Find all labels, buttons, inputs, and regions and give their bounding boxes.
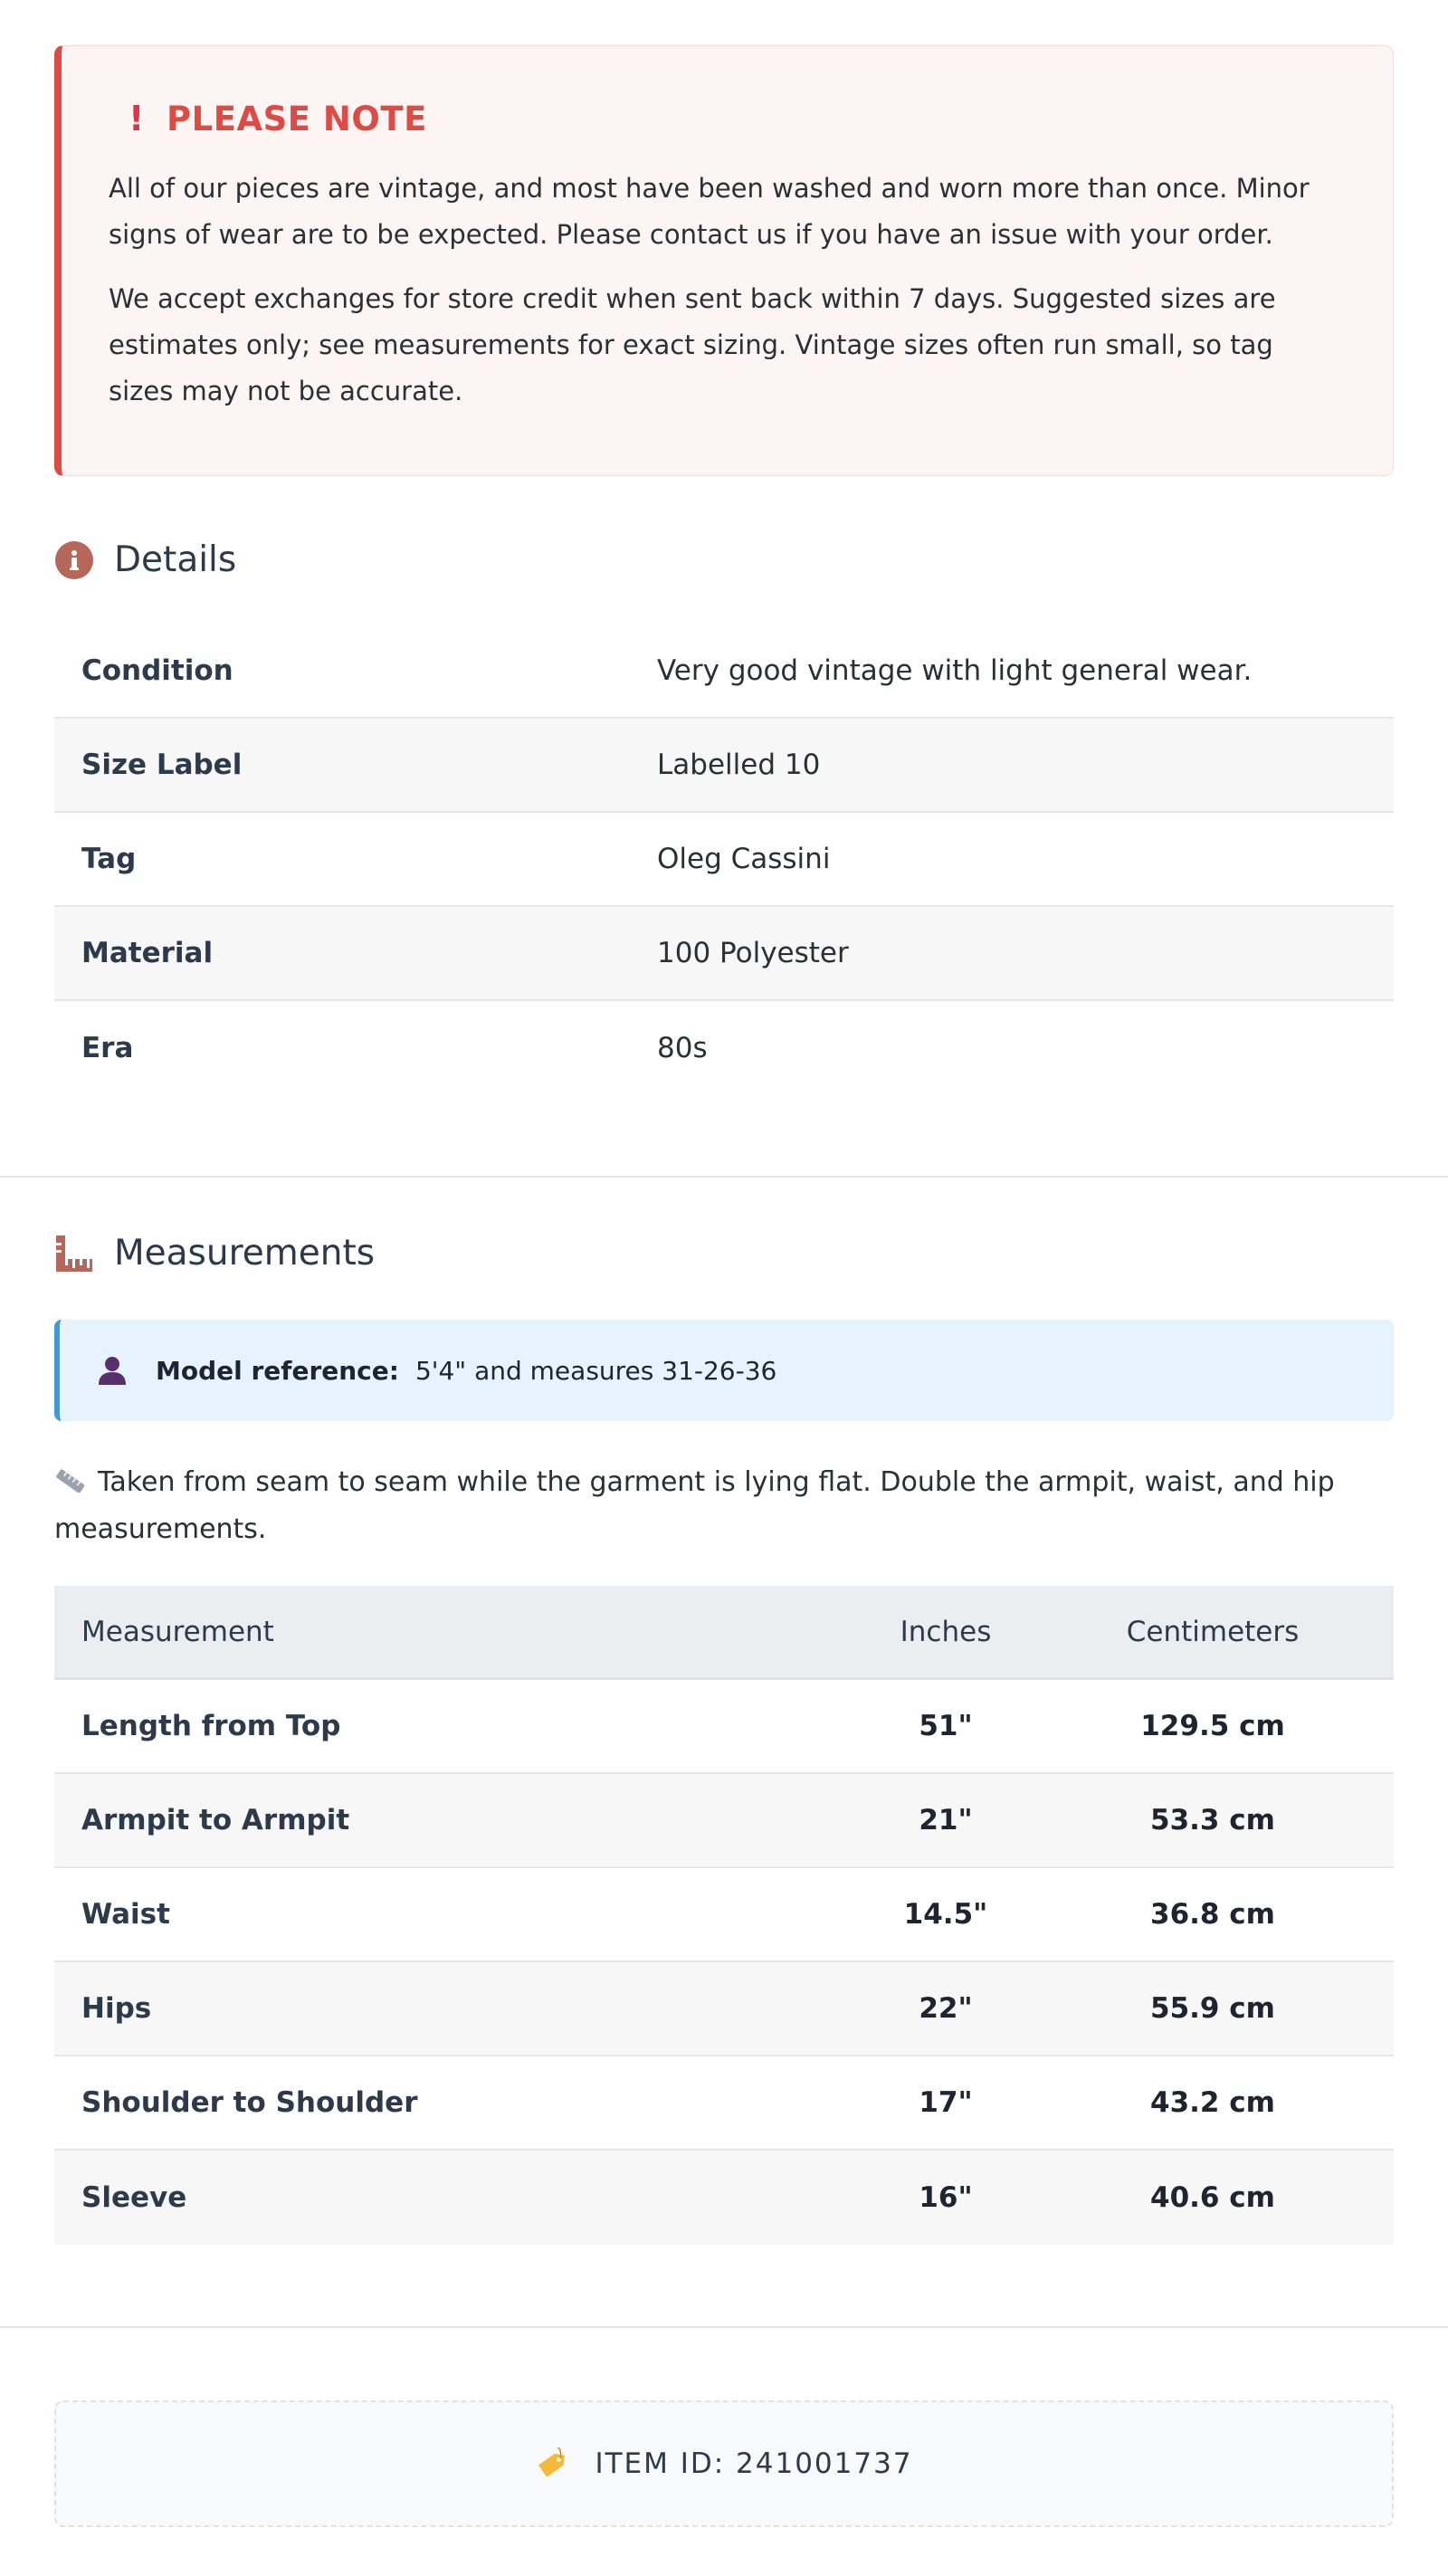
detail-value: Very good vintage with light general wear. (657, 654, 1253, 687)
measurement-cm: 53.3 cm (1150, 1804, 1275, 1837)
notice-paragraph-1: All of our pieces are vintage, and most have been washed and worn more than once. Minor signs of wear are to be expected. Please contact us if you have an issue with your order. (109, 173, 1310, 250)
table-row (54, 1001, 1394, 1095)
table-header (54, 1586, 1394, 1680)
measurement-name: Waist (81, 1898, 170, 1931)
measurement-inches: 16" (919, 2181, 973, 2214)
notice-title: PLEASE NOTE (167, 99, 427, 138)
table-row (54, 625, 1394, 719)
measurement-inches: 22" (919, 1992, 973, 2025)
header-centimeters: Centimeters (1126, 1615, 1300, 1648)
header-measurement: Measurement (81, 1615, 274, 1648)
measurement-cm: 129.5 cm (1140, 1710, 1285, 1742)
person-icon (96, 1354, 129, 1387)
table-row (54, 907, 1394, 1001)
section-divider (0, 2326, 1448, 2328)
measurement-inches: 17" (919, 2086, 973, 2119)
measurement-name: Sleeve (81, 2181, 187, 2214)
detail-label: Condition (81, 654, 233, 687)
exclamation-icon: ! (129, 99, 145, 138)
notice-box (54, 45, 1394, 476)
measurement-inches: 51" (919, 1710, 973, 1742)
detail-value: Labelled 10 (657, 749, 821, 781)
measurement-note-text: Taken from seam to seam while the garment is lying flat. Double the armpit, waist, and hip measurements. (54, 1466, 1335, 1545)
notice-header (109, 100, 1346, 137)
model-reference-box (54, 1320, 1394, 1421)
ruler-icon (54, 1234, 94, 1274)
info-icon (54, 540, 94, 580)
measurement-cm: 36.8 cm (1150, 1898, 1275, 1931)
section-divider (0, 1176, 1448, 1178)
price-tag-icon (535, 2447, 571, 2480)
notice-paragraph-2: We accept exchanges for store credit when sent back within 7 days. Suggested sizes are estimates only; see measurements for exact sizing. Vintage sizes often run small, so tag sizes may not be accurate. (109, 283, 1276, 406)
table-row (54, 719, 1394, 813)
detail-value: 80s (657, 1032, 708, 1064)
details-heading (54, 539, 236, 580)
detail-label: Era (81, 1032, 134, 1064)
straight-ruler-icon (54, 1469, 87, 1493)
detail-label: Size Label (81, 749, 243, 781)
measurement-name: Shoulder to Shoulder (81, 2086, 418, 2119)
measurement-note (54, 1459, 1394, 1553)
detail-label: Tag (81, 843, 137, 875)
measurement-cm: 40.6 cm (1150, 2181, 1275, 2214)
item-id: ITEM ID: 241001737 (595, 2447, 913, 2480)
table-row (54, 2151, 1394, 2245)
table-row (54, 2056, 1394, 2151)
model-reference-label: Model reference: (156, 1355, 399, 1386)
measurement-inches: 14.5" (903, 1898, 988, 1931)
measurement-cm: 43.2 cm (1150, 2086, 1275, 2119)
header-inches: Inches (900, 1615, 992, 1648)
detail-value: 100 Polyester (657, 937, 849, 969)
measurements-heading (54, 1233, 375, 1274)
measurement-name: Hips (81, 1992, 152, 2025)
details-title: Details (114, 539, 237, 580)
model-reference-value: 5'4" and measures 31-26-36 (414, 1355, 777, 1386)
measurement-cm: 55.9 cm (1150, 1992, 1275, 2025)
measurement-name: Armpit to Armpit (81, 1804, 350, 1837)
detail-value: Oleg Cassini (657, 843, 831, 875)
table-row (54, 1868, 1394, 1962)
measurement-name: Length from Top (81, 1710, 341, 1742)
measurements-title: Measurements (114, 1233, 376, 1274)
measurement-inches: 21" (919, 1804, 973, 1837)
measurements-table (54, 1586, 1394, 2245)
table-row (54, 1680, 1394, 1774)
item-id-box (54, 2400, 1394, 2527)
table-row (54, 1962, 1394, 2056)
table-row (54, 813, 1394, 907)
table-row (54, 1774, 1394, 1868)
detail-label: Material (81, 937, 214, 969)
details-table (54, 625, 1394, 1095)
